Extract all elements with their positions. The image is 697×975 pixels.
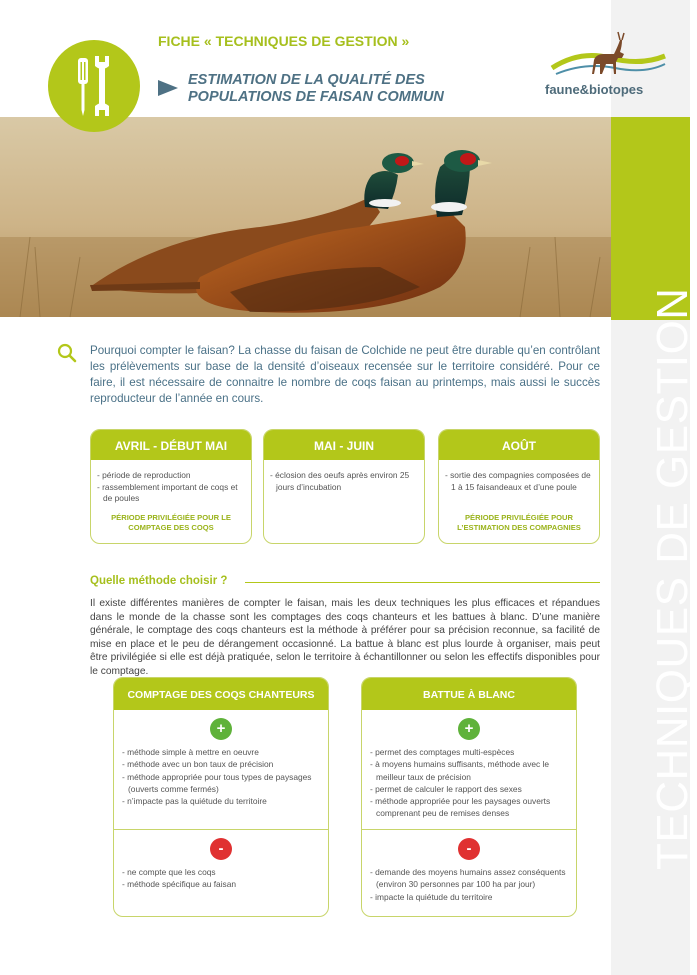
section-divider bbox=[245, 582, 600, 583]
fiche-title: FICHE « TECHNIQUES DE GESTION » bbox=[158, 33, 410, 49]
method-card-coqs-chanteurs bbox=[113, 677, 329, 917]
minus-icon: - bbox=[210, 838, 232, 860]
method-title: BATTUE À BLANC bbox=[362, 678, 576, 710]
list-item: - méthode appropriée pour tous types de paysages (ouverts comme fermés) bbox=[122, 771, 312, 794]
list-item: - permet des comptages multi-espèces bbox=[370, 747, 515, 757]
sidebar-vertical-title: TECHNIQUES DE GESTION bbox=[648, 287, 697, 870]
intro-paragraph: Pourquoi compter le faisan? La chasse du faisan de Colchide ne peut être durable qu’en contrôlant les prélèvements sur base de la densité d’oiseaux recensée sur le territoire considéré. Pour ce faire, il est nécessaire de connaitre le nombre de coqs faisan au printemps, mais aussi le succès reproducteur de l’année en cours. bbox=[90, 344, 600, 405]
list-item: - impacte la quiétude du territoire bbox=[370, 891, 493, 902]
list-item: - méthode spécifique au faisan bbox=[122, 879, 237, 890]
list-item: - méthode appropriée pour les paysages ouverts comprenant peu de remises denses bbox=[370, 796, 551, 819]
cons-list bbox=[370, 866, 570, 903]
divider bbox=[114, 829, 328, 830]
period-card-aout bbox=[438, 429, 600, 544]
pheasant-photo bbox=[0, 117, 611, 317]
method-paragraph: Il existe différentes manières de compter le faisan, mais les deux techniques les plus efficaces et répandues dans le monde de la chasse sont les comptages des coqs chanteurs et les battues à blanc. D’une manière générale, le comptage des coqs chanteurs est la méthode à préférer pour sa précision reconnue, sa facilité de mise en place et le peu de dérangement occasionné. La battue à blanc est plus lourde à organiser, mais peut être privilégiée si elle est déjà pratiquée, selon le territoire à échantillonner ou selon les effectifs disponibles pour le comptage. bbox=[90, 598, 600, 677]
method-card-battue-a-blanc bbox=[361, 677, 577, 917]
section-title: Quelle méthode choisir ? bbox=[90, 575, 228, 587]
period-card-avril bbox=[90, 429, 252, 544]
plus-icon: + bbox=[458, 718, 480, 740]
tools-badge bbox=[48, 40, 140, 132]
list-item: - méthode simple à mettre en oeuvre bbox=[122, 747, 259, 757]
list-item: - ne compte que les coqs bbox=[122, 867, 216, 877]
period-title: AOÛT bbox=[439, 430, 599, 460]
list-item: - éclosion des oeufs après environ 25 jours d’incubation bbox=[270, 470, 410, 492]
list-item: - sortie des compagnies composées de 1 à 15 faisandeaux et d’une poule bbox=[445, 470, 591, 492]
method-title: COMPTAGE DES COQS CHANTEURS bbox=[114, 678, 328, 710]
arrow-right-icon bbox=[158, 80, 178, 96]
minus-icon: - bbox=[458, 838, 480, 860]
logo-text: faune&biotopes bbox=[545, 82, 644, 97]
period-title: MAI - JUIN bbox=[264, 430, 424, 460]
period-note: PÉRIODE PRIVILÉGIÉE POUR L’ESTIMATION DES COMPAGNIES bbox=[457, 513, 581, 532]
list-item: - période de reproduction bbox=[97, 470, 191, 480]
period-list bbox=[264, 460, 424, 493]
list-item: - rassemblement important de coqs et de poules bbox=[97, 481, 238, 503]
divider bbox=[362, 829, 576, 830]
search-icon bbox=[57, 343, 77, 363]
list-item: - à moyens humains suffisants, méthode avec le meilleur taux de précision bbox=[370, 759, 550, 782]
period-card-mai-juin bbox=[263, 429, 425, 544]
plus-icon: + bbox=[210, 718, 232, 740]
cons-list bbox=[122, 866, 322, 891]
list-item: - permet de calculer le rapport des sexes bbox=[370, 783, 522, 794]
screwdriver-wrench-icon bbox=[48, 40, 140, 132]
period-title: AVRIL - DÉBUT MAI bbox=[91, 430, 251, 460]
list-item: - n’impacte pas la quiétude du territoire bbox=[122, 796, 267, 807]
list-item: - méthode avec un bon taux de précision bbox=[122, 759, 274, 770]
period-list bbox=[91, 460, 251, 505]
period-note: PÉRIODE PRIVILÉGIÉE POUR LE COMPTAGE DES COQS bbox=[111, 513, 231, 532]
page-title: ESTIMATION DE LA QUALITÉ DES POPULATIONS DE FAISAN COMMUN bbox=[188, 72, 444, 105]
list-item: - demande des moyens humains assez conséquents (environ 30 personnes par 100 ha par jour) bbox=[370, 867, 566, 890]
pros-list bbox=[122, 746, 322, 807]
pros-list bbox=[370, 746, 570, 820]
period-list bbox=[439, 460, 599, 493]
